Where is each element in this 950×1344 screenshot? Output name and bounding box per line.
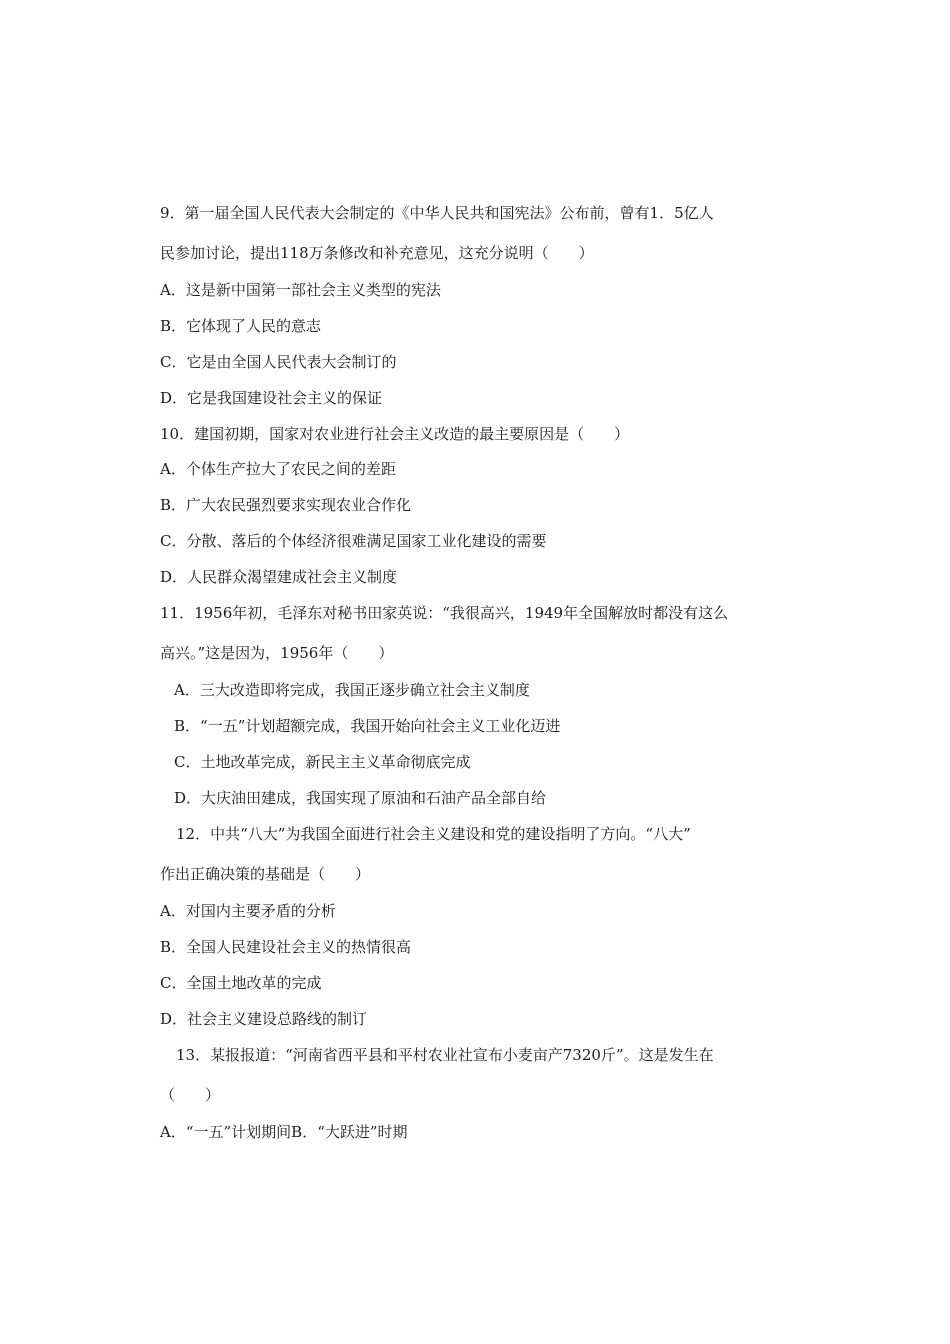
q12-option-a: A．对国内主要矛盾的分析	[160, 902, 336, 920]
q12-stem-line-1: 12．中共“八大”为我国全面进行社会主义建设和党的建设指明了方向。“八大”	[176, 825, 691, 843]
q10-option-b: B．广大农民强烈要求实现农业合作化	[160, 496, 412, 514]
q9-option-a: A．这是新中国第一部社会主义类型的宪法	[160, 281, 441, 299]
q12-option-d: D．社会主义建设总路线的制订	[160, 1010, 368, 1028]
q13-stem-line-1: 13．某报报道：“河南省西平县和平村农业社宣布小麦亩产7320斤”。这是发生在	[176, 1046, 714, 1064]
q11-option-b: B．“一五”计划超额完成，我国开始向社会主义工业化迈进	[174, 717, 561, 735]
q9-option-c: C．它是由全国人民代表大会制订的	[160, 353, 397, 371]
q9-option-b: B．它体现了人民的意志	[160, 317, 322, 335]
q9-stem-line-2: 民参加讨论，提出118万条修改和补充意见，这充分说明（ ）	[160, 244, 594, 262]
q10-option-c: C．分散、落后的个体经济很难满足国家工业化建设的需要	[160, 532, 547, 550]
q11-option-a: A．三大改造即将完成，我国正逐步确立社会主义制度	[174, 681, 530, 699]
q12-option-c: C．全国土地改革的完成	[160, 974, 322, 992]
q10-option-a: A．个体生产拉大了农民之间的差距	[160, 460, 396, 478]
q13-options-ab: A．“一五”计划期间B．“大跃进”时期	[160, 1123, 408, 1141]
q12-stem-line-2: 作出正确决策的基础是（ ）	[160, 865, 371, 883]
q9-stem-line-1: 9．第一届全国人民代表大会制定的《中华人民共和国宪法》公布前，曾有1．5亿人	[160, 204, 714, 222]
q10-option-d: D．人民群众渴望建成社会主义制度	[160, 568, 398, 586]
q11-stem-line-1: 11．1956年初，毛泽东对秘书田家英说：“我很高兴，1949年全国解放时都没有这么	[160, 604, 729, 622]
q11-stem-line-2: 高兴。”这是因为，1956年（ ）	[160, 644, 394, 662]
q12-option-b: B．全国人民建设社会主义的热情很高	[160, 938, 412, 956]
q9-option-d: D．它是我国建设社会主义的保证	[160, 389, 383, 407]
q13-stem-line-2: （ ）	[160, 1086, 221, 1104]
q10-stem-line-1: 10．建国初期，国家对农业进行社会主义改造的最主要原因是（ ）	[160, 425, 630, 443]
q11-option-c: C．土地改革完成，新民主主义革命彻底完成	[174, 753, 471, 771]
q11-option-d: D．大庆油田建成，我国实现了原油和石油产品全部自给	[174, 789, 547, 807]
